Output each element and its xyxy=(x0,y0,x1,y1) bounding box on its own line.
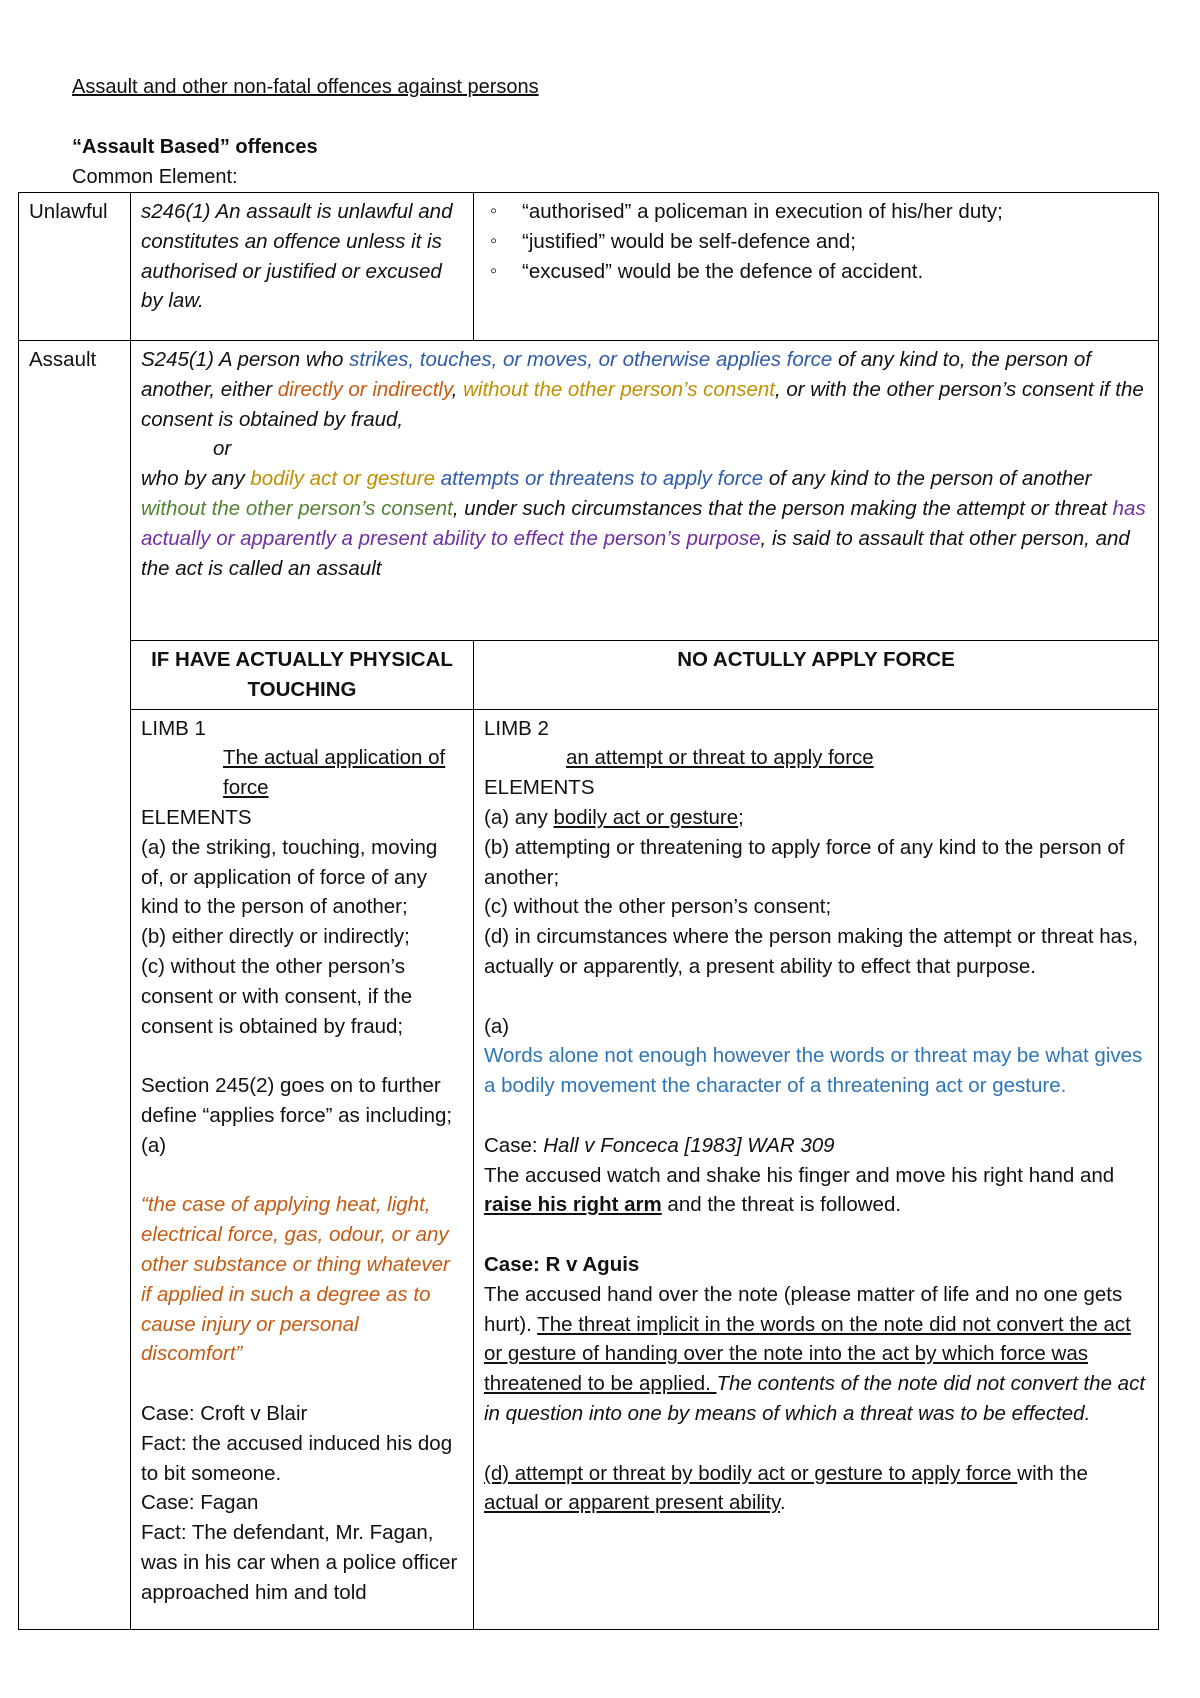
s245-provision xyxy=(131,341,1159,641)
bullet-justified: ◦ “justified” would be self-defence and; xyxy=(484,227,1148,257)
case-croft-v-blair: Case: Croft v Blair xyxy=(141,1401,308,1425)
s246-provision: s246(1) An assault is unlawful and constitutes an offence unless it is authorised or justified or excused by law. xyxy=(131,193,474,341)
case-r-v-aguis: Case: R v Aguis xyxy=(484,1252,640,1276)
case-hall-v-fonceca: Case: Hall v Fonceca [1983] WAR 309 xyxy=(484,1133,835,1157)
or-connector: or xyxy=(213,437,232,461)
s245-paragraph-2: who by any bodily act or gesture attempts or threatens to apply force of any kind to the person of another without the other person’s consent, under such circumstances that the person making the attempt or threat has actually or apparently a present ability to effect the person’s purpose, is said to assault that other person, and the act is called an assault xyxy=(141,467,1146,580)
unlawful-bullets xyxy=(474,193,1159,341)
s245-paragraph-1: S245(1) A person who strikes, touches, or moves, or otherwise applies force of any kind to, the person of another, either directly or indirectly, without the other person’s consent, or with the other person’s consent if the consent is obtained by fraud, xyxy=(141,348,1144,431)
limb-2-element-b: (b) attempting or threatening to apply force of any kind to the person of another; xyxy=(484,835,1125,889)
bullet-authorised: ◦ “authorised” a policeman in execution of his/her duty; xyxy=(484,197,1148,227)
unlawful-row xyxy=(19,193,1159,341)
section-subheading: “Assault Based” offences xyxy=(72,136,318,158)
limb-content-row xyxy=(19,709,1159,1629)
document-title: Assault and other non-fatal offences against persons xyxy=(72,76,539,98)
limb-2-element-a: (a) any bodily act or gesture; xyxy=(484,805,744,829)
limb-1-heading: The actual application of force xyxy=(223,746,446,800)
header-physical-touching: IF HAVE ACTUALLY PHYSICAL TOUCHING xyxy=(131,641,474,710)
limb-2-heading: an attempt or threat to apply force xyxy=(566,746,874,770)
unlawful-label: Unlawful xyxy=(19,193,131,341)
assault-definition-row xyxy=(19,341,1159,641)
aguis-fact: The accused hand over the note (please matter of life and no one gets hurt). The threat implicit in the words on the note did not convert the act or gesture of handing over the note into the act by which force was threatened to be applied. The contents of the note did not convert the act in question into one by means of which a threat was to be effected. xyxy=(484,1282,1146,1425)
limb-2-elements-label: ELEMENTS xyxy=(484,776,595,800)
limb-2-label: LIMB 2 xyxy=(484,716,549,740)
words-note-label: (a) xyxy=(484,1014,510,1038)
bullet-excused: ◦ “excused” would be the defence of accident. xyxy=(484,257,1148,287)
limb-1-cell xyxy=(131,709,474,1629)
assault-label: Assault xyxy=(19,341,131,1630)
applies-force-quote: “the case of applying heat, light, electrical force, gas, odour, or any other substance or thing whatever if applied in such a degree as to cause injury or personal discomfort” xyxy=(141,1193,450,1366)
common-element-label: Common Element: xyxy=(72,166,238,188)
limb-header-row xyxy=(19,641,1159,710)
offence-table xyxy=(18,192,1159,1630)
header-no-force: NO ACTULLY APPLY FORCE xyxy=(474,641,1159,710)
case-fagan: Case: Fagan xyxy=(141,1491,259,1515)
limb-1-element-a: (a) the striking, touching, moving of, or application of force of any kind to the person of another; xyxy=(141,835,438,919)
limb-1-label: LIMB 1 xyxy=(141,716,206,740)
hall-fact: The accused watch and shake his finger and move his right hand and raise his right arm and the threat is followed. xyxy=(484,1163,1115,1217)
croft-fact: Fact: the accused induced his dog to bit someone. xyxy=(141,1431,453,1485)
fagan-fact: Fact: The defendant, Mr. Fagan, was in his car when a police officer approached him and told xyxy=(141,1521,458,1604)
limb-2-cell xyxy=(474,709,1159,1629)
section-245-2-note: Section 245(2) goes on to further define “applies force” as including; (a) xyxy=(141,1074,453,1157)
limb-1-elements-label: ELEMENTS xyxy=(141,805,252,829)
limb-2-d-note: (d) attempt or threat by bodily act or gesture to apply force with the actual or apparent present ability. xyxy=(484,1461,1088,1515)
limb-1-element-c: (c) without the other person’s consent or with consent, if the consent is obtained by fraud; xyxy=(141,954,413,1038)
limb-2-element-c: (c) without the other person’s consent; xyxy=(484,895,832,919)
limb-2-element-d: (d) in circumstances where the person making the attempt or threat has, actually or apparently, a present ability to effect that purpose. xyxy=(484,925,1139,978)
words-alone-note: Words alone not enough however the words or threat may be what gives a bodily movement the character of a threatening act or gesture. xyxy=(484,1044,1143,1098)
limb-1-element-b: (b) either directly or indirectly; xyxy=(141,925,410,949)
